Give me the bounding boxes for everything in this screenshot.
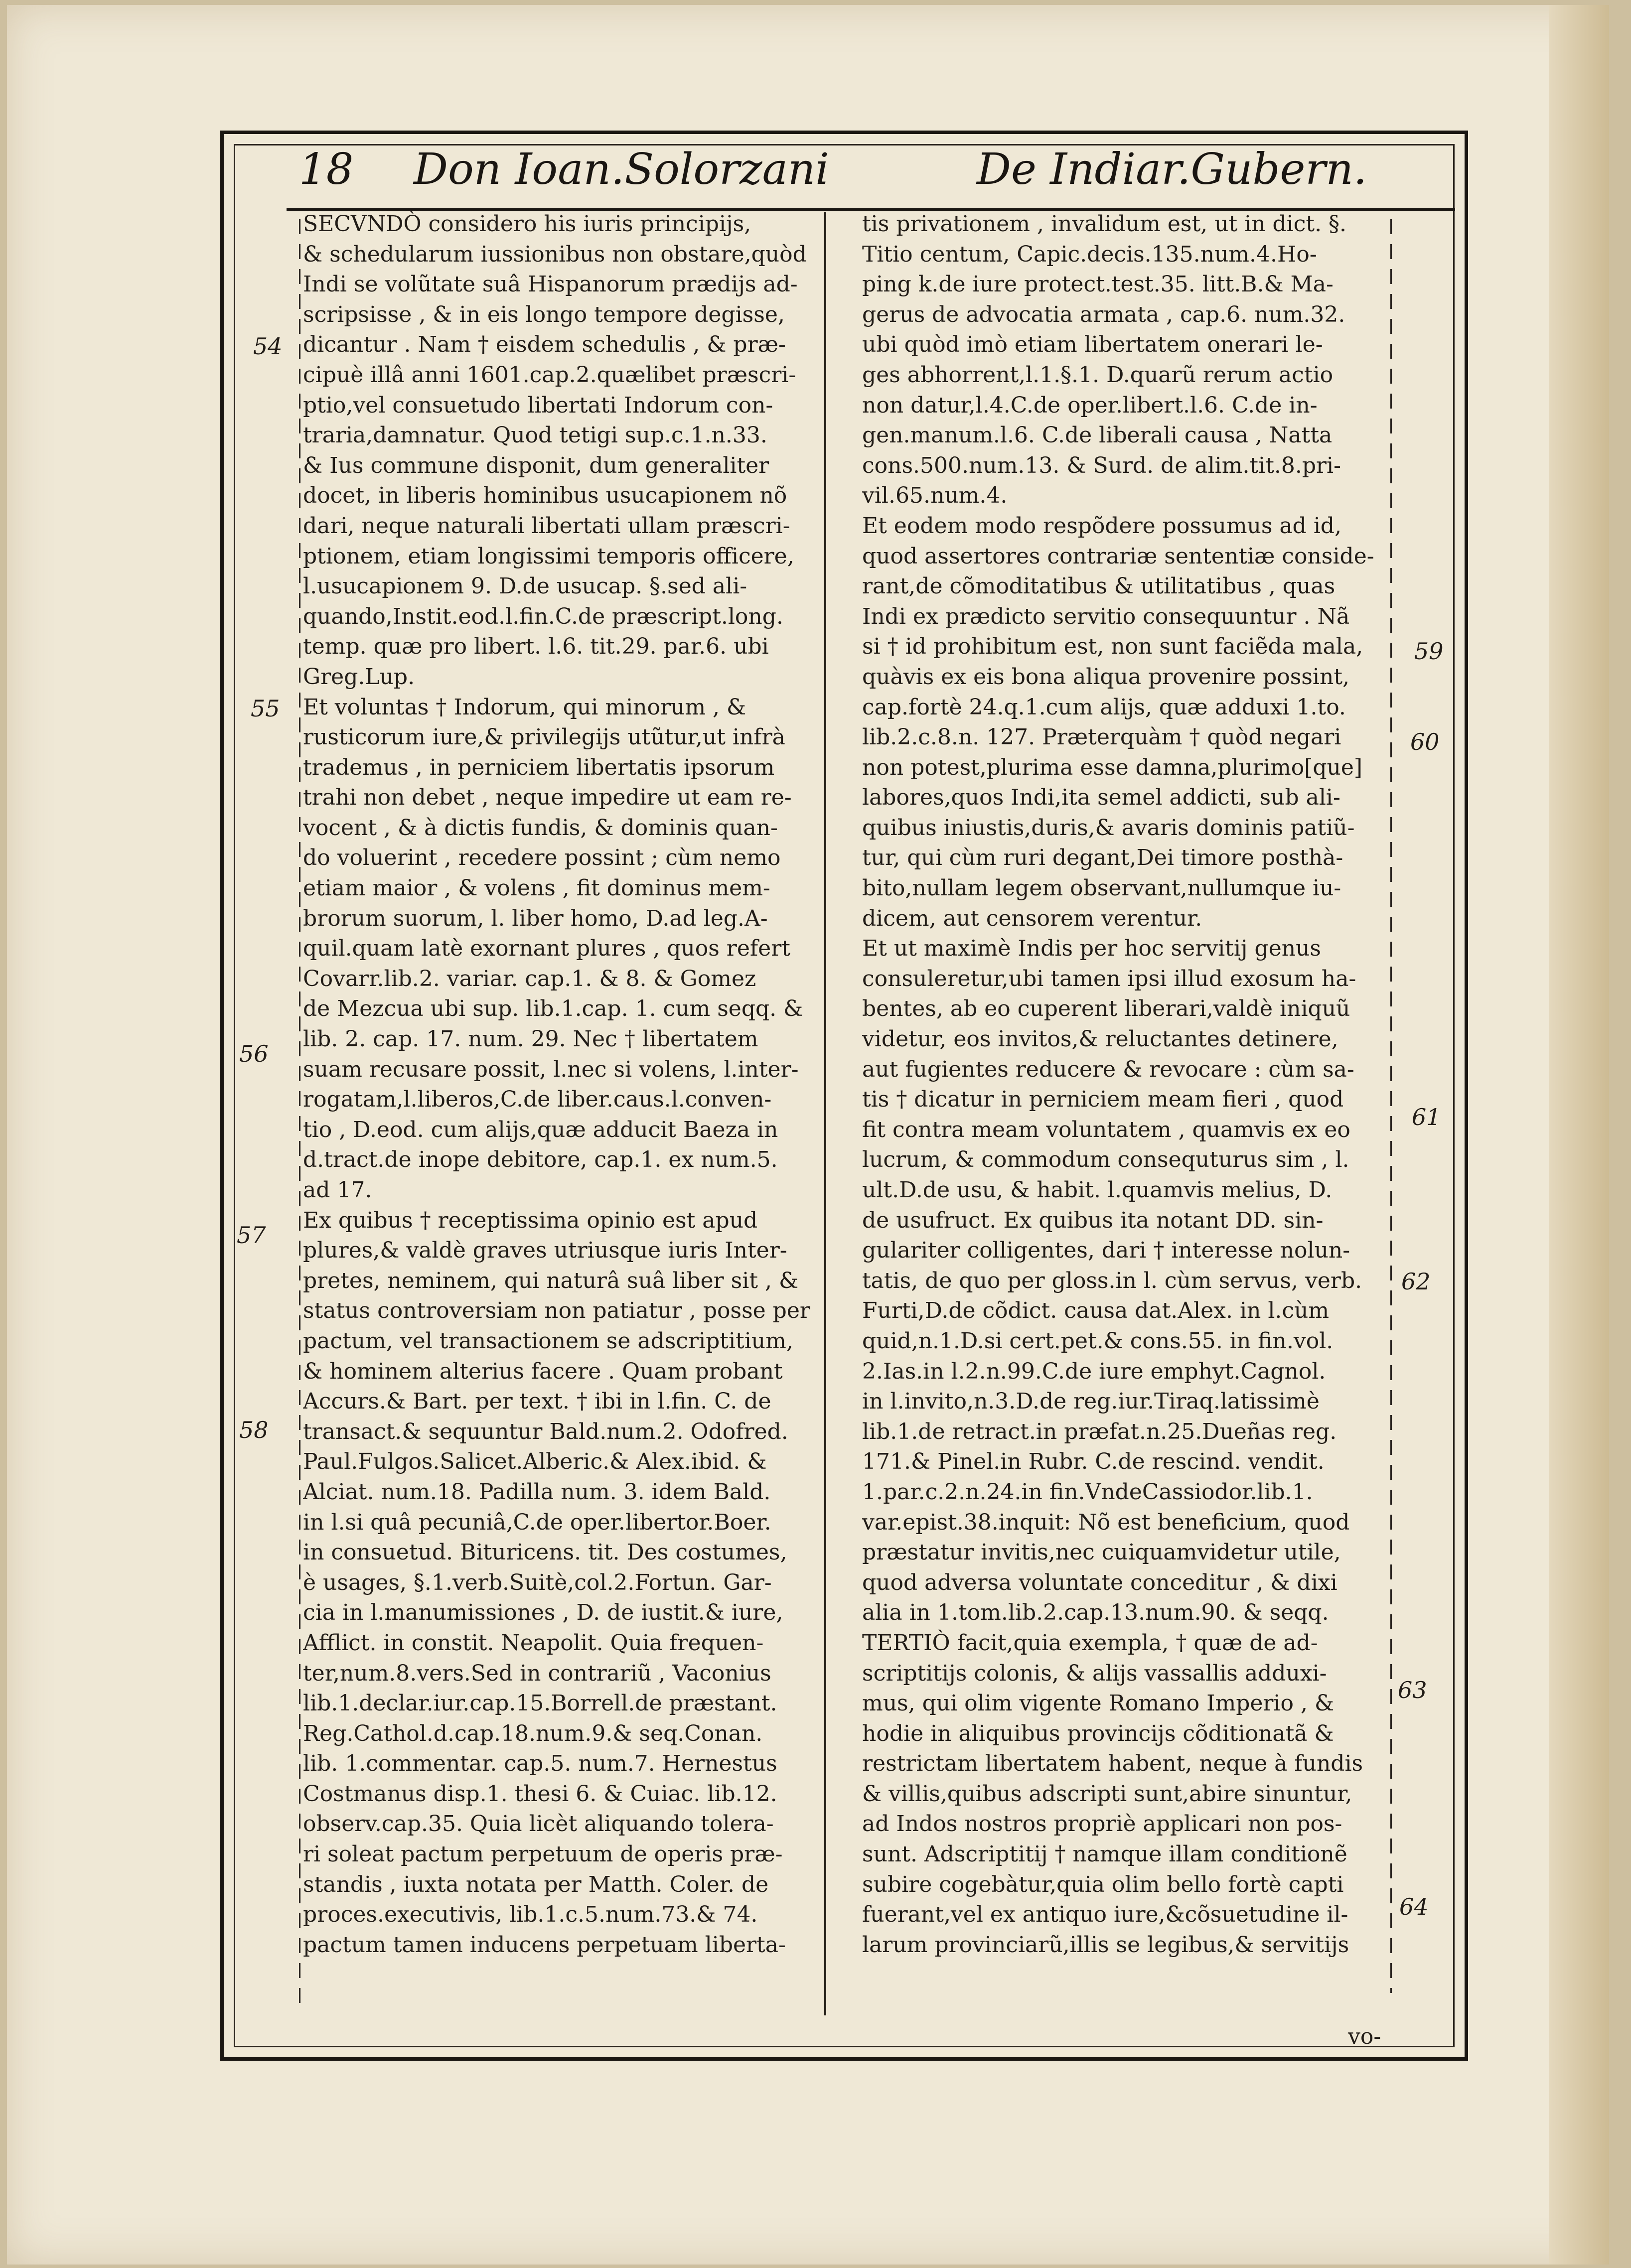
text-line: SECVNDÒ considero his iuris principijs,: [303, 211, 751, 237]
text-line: cipuè illâ anni 1601.cap.2.quælibet præscri-: [303, 362, 796, 388]
text-line: rusticorum iure,& privilegijs utũtur,ut infrà: [303, 724, 785, 750]
text-line: bito,nullam legem observant,nullumque iu-: [862, 875, 1341, 901]
text-line: non datur,l.4.C.de oper.libert.l.6. C.de in-: [862, 392, 1318, 418]
text-line: in consuetud. Bituricens. tit. Des costumes,: [303, 1540, 787, 1565]
text-line: 171.& Pinel.in Rubr. C.de rescind. vendit.: [862, 1449, 1325, 1475]
text-line: Costmanus disp.1. thesi 6. & Cuiac. lib.12.: [303, 1781, 777, 1807]
text-line: status controversiam non patiatur , posse per: [303, 1298, 810, 1324]
text-line: vil.65.num.4.: [862, 483, 1008, 509]
text-line: TERTIÒ facit,quia exempla, † quæ de ad-: [862, 1630, 1318, 1656]
text-line: Accurs.& Bart. per text. † ibi in l.fin. C. de: [303, 1389, 771, 1415]
text-line: cap.fortè 24.q.1.cum alijs, quæ adduxi 1.to.: [862, 694, 1346, 720]
margin-number-62: 62: [1401, 1268, 1431, 1295]
text-line: larum provinciarũ,illis se legibus,& servitijs: [862, 1932, 1349, 1958]
text-line: rant,de cõmoditatibus & utilitatibus , quas: [862, 573, 1335, 599]
margin-number-57: 57: [237, 1222, 266, 1249]
text-line: mus, qui olim vigente Romano Imperio , &: [862, 1691, 1334, 1716]
text-line: & villis,quibus adscripti sunt,abire sinuntur,: [862, 1781, 1352, 1807]
text-line: consuleretur,ubi tamen ipsi illud exosum ha-: [862, 966, 1356, 992]
text-line: si † id prohibitum est, non sunt faciẽda mala,: [862, 634, 1363, 660]
margin-number-58: 58: [239, 1417, 269, 1443]
text-line: Et eodem modo respõdere possumus ad id,: [862, 513, 1342, 539]
text-line: Alciat. num.18. Padilla num. 3. idem Bald.: [303, 1479, 771, 1505]
text-line: lucrum, & commodum consequturus sim , l.: [862, 1147, 1349, 1173]
text-line: ptionem, etiam longissimi temporis officere,: [303, 543, 794, 569]
text-line: lib. 1.commentar. cap.5. num.7. Hernestus: [303, 1751, 777, 1777]
text-line: lib.2.c.8.n. 127. Præterquàm † quòd negari: [862, 724, 1341, 750]
text-line: etiam maior , & volens , fit dominus mem-: [303, 875, 770, 901]
text-line: tis privationem , invalidum est, ut in dict. §.: [862, 211, 1347, 237]
margin-number-64: 64: [1399, 1893, 1429, 1920]
text-line: lib. 2. cap. 17. num. 29. Nec † libertatem: [303, 1026, 758, 1052]
text-line: traria,damnatur. Quod tetigi sup.c.1.n.33.: [303, 423, 767, 448]
text-line: trahi non debet , neque impedire ut eam re-: [303, 785, 792, 811]
text-line: temp. quæ pro libert. l.6. tit.29. par.6. ubi: [303, 634, 769, 660]
text-line: cons.500.num.13. & Surd. de alim.tit.8.pri-: [862, 452, 1341, 478]
margin-number-63: 63: [1398, 1677, 1427, 1703]
text-line: quibus iniustis,duris,& avaris dominis patiũ-: [862, 815, 1355, 841]
text-line: quod assertores contrariæ sententiæ conside-: [862, 543, 1374, 569]
left-column-margin-line: [299, 219, 300, 2003]
text-line: Indi ex prædicto servitio consequuntur . Nã: [862, 603, 1350, 629]
text-line: rogatam,l.liberos,C.de liber.caus.l.conven-: [303, 1087, 772, 1113]
text-line: labores,quos Indi,ita semel addicti, sub ali-: [862, 785, 1340, 811]
text-line: restrictam libertatem habent, neque à fundis: [862, 1751, 1363, 1777]
text-line: tio , D.eod. cum alijs,quæ adducit Baeza in: [303, 1117, 778, 1142]
text-line: quil.quam latè exornant plures , quos refert: [303, 936, 790, 962]
text-line: fit contra meam voluntatem , quamvis ex eo: [862, 1117, 1350, 1142]
catchword: vo-: [1348, 2024, 1381, 2049]
text-line: videtur, eos invitos,& reluctantes detinere,: [862, 1026, 1338, 1052]
text-line: Afflict. in constit. Neapolit. Quia frequen-: [303, 1630, 764, 1656]
text-line: hodie in aliquibus provincijs cõditionatã &: [862, 1720, 1334, 1746]
text-line: ad Indos nostros propriè applicari non pos-: [862, 1811, 1342, 1837]
text-line: Furti,D.de cõdict. causa dat.Alex. in l.cùm: [862, 1298, 1330, 1324]
margin-number-60: 60: [1410, 728, 1440, 755]
text-line: ri soleat pactum perpetuum de operis præ-: [303, 1842, 783, 1867]
text-line: quod adversa voluntate conceditur , & dixi: [862, 1569, 1337, 1595]
text-line: tatis, de quo per gloss.in l. cùm servus, verb.: [862, 1268, 1362, 1293]
text-line: quando,Instit.eod.l.fin.C.de præscript.long.: [303, 603, 783, 629]
text-line: ad 17.: [303, 1177, 372, 1203]
text-line: 1.par.c.2.n.24.in fin.VndeCassiodor.lib.1.: [862, 1479, 1313, 1505]
text-line: trademus , in perniciem libertatis ipsorum: [303, 754, 775, 780]
text-line: de Mezcua ubi sup. lib.1.cap. 1. cum seqq. &: [303, 996, 803, 1022]
running-head-title: De Indiar.Gubern.: [977, 144, 1367, 194]
text-line: quid,n.1.D.si cert.pet.& cons.55. in fin.vol.: [862, 1328, 1334, 1354]
text-line: proces.executivis, lib.1.c.5.num.73.& 74.: [303, 1902, 758, 1928]
text-line: ult.D.de usu, & habit. l.quamvis melius, D.: [862, 1177, 1333, 1203]
text-line: var.epist.38.inquit: Nõ est beneficium, quod: [862, 1509, 1350, 1535]
text-line: in l.si quâ pecuniâ,C.de oper.libertor.Boer.: [303, 1509, 771, 1535]
text-line: brorum suorum, l. liber homo, D.ad leg.A-: [303, 905, 768, 931]
running-head-author: Don Ioan.Solorzani: [414, 144, 829, 194]
text-line: Indi se volũtate suâ Hispanorum prædijs ad-: [303, 272, 798, 297]
text-line: & Ius commune disponit, dum generaliter: [303, 452, 769, 478]
text-line: ges abhorrent,l.1.§.1. D.quarũ rerum actio: [862, 362, 1334, 388]
left-text-column: [303, 209, 821, 1960]
text-line: tur, qui cùm ruri degant,Dei timore posthà-: [862, 845, 1343, 871]
text-line: ter,num.8.vers.Sed in contrariũ , Vaconius: [303, 1660, 771, 1686]
text-line: Et ut maximè Indis per hoc servitij genus: [862, 936, 1322, 962]
text-line: præstatur invitis,nec cuiquamvidetur utile,: [862, 1540, 1341, 1565]
text-line: gen.manum.l.6. C.de liberali causa , Natta: [862, 423, 1333, 448]
text-line: Et voluntas † Indorum, qui minorum , &: [303, 694, 746, 720]
text-line: & hominem alterius facere . Quam probant: [303, 1358, 783, 1384]
margin-number-56: 56: [239, 1040, 269, 1067]
text-line: quàvis ex eis bona aliqua provenire possint,: [862, 664, 1350, 690]
text-line: Paul.Fulgos.Salicet.Alberic.& Alex.ibid. &: [303, 1449, 767, 1475]
text-line: dicem, aut censorem verentur.: [862, 905, 1202, 931]
text-line: non potest,plurima esse damna,plurimo[que]: [862, 754, 1363, 780]
right-column-margin-line: [1390, 219, 1392, 1993]
text-line: Greg.Lup.: [303, 664, 415, 690]
right-text-column: [862, 209, 1385, 1960]
margin-number-54: 54: [253, 333, 283, 360]
text-line: transact.& sequuntur Bald.num.2. Odofred.: [303, 1418, 788, 1444]
margin-number-55: 55: [251, 695, 280, 722]
text-line: & schedularum iussionibus non obstare,quòd: [303, 241, 807, 267]
text-line: standis , iuxta notata per Matth. Coler. de: [303, 1871, 769, 1897]
page-number: 18: [299, 144, 354, 194]
text-line: fuerant,vel ex antiquo iure,&cõsuetudine il-: [862, 1902, 1348, 1928]
text-line: scriptitijs colonis, & alijs vassallis adduxi-: [862, 1660, 1327, 1686]
text-line: in l.invito,n.3.D.de reg.iur.Tiraq.latissimè: [862, 1389, 1320, 1415]
text-line: scripsisse , & in eis longo tempore degisse,: [303, 301, 785, 327]
text-line: aut fugientes reducere & revocare : cùm sa-: [862, 1056, 1354, 1082]
text-line: ping k.de iure protect.test.35. litt.B.& Ma-: [862, 272, 1334, 297]
text-line: ptio,vel consuetudo libertati Indorum con-: [303, 392, 773, 418]
text-line: do voluerint , recedere possint ; cùm nemo: [303, 845, 781, 871]
text-line: cia in l.manumissiones , D. de iustit.& iure,: [303, 1600, 783, 1626]
text-line: alia in 1.tom.lib.2.cap.13.num.90. & seqq.: [862, 1600, 1329, 1626]
text-line: dari, neque naturali libertati ullam præscri-: [303, 513, 790, 539]
text-line: gulariter colligentes, dari † interesse nolun-: [862, 1238, 1350, 1264]
text-line: Ex quibus † receptissima opinio est apud: [303, 1207, 758, 1233]
text-line: pretes, neminem, qui naturâ suâ liber sit , &: [303, 1268, 799, 1293]
text-line: plures,& valdè graves utriusque iuris Inter-: [303, 1238, 787, 1264]
margin-number-59: 59: [1414, 638, 1444, 665]
margin-number-61: 61: [1412, 1104, 1441, 1131]
text-line: Titio centum, Capic.decis.135.num.4.Ho-: [862, 241, 1317, 267]
text-line: ubi quòd imò etiam libertatem onerari le-: [862, 332, 1323, 358]
text-line: gerus de advocatia armata , cap.6. num.32.: [862, 301, 1345, 327]
text-line: Covarr.lib.2. variar. cap.1. & 8. & Gomez: [303, 966, 756, 992]
text-line: l.usucapionem 9. D.de usucap. §.sed ali-: [303, 573, 747, 599]
text-line: è usages, §.1.verb.Suitè,col.2.Fortun. Gar-: [303, 1569, 772, 1595]
text-line: d.tract.de inope debitore, cap.1. ex num.5.: [303, 1147, 778, 1173]
text-line: pactum, vel transactionem se adscriptitium,: [303, 1328, 793, 1354]
text-line: bentes, ab eo cuperent liberari,valdè iniquũ: [862, 996, 1350, 1022]
text-line: observ.cap.35. Quia licèt aliquando tolera-: [303, 1811, 774, 1837]
text-line: de usufruct. Ex quibus ita notant DD. sin-: [862, 1207, 1324, 1233]
text-line: dicantur . Nam † eisdem schedulis , & præ-: [303, 332, 786, 358]
text-line: vocent , & à dictis fundis, & dominis quan-: [303, 815, 778, 841]
text-line: tis † dicatur in perniciem meam fieri , quod: [862, 1087, 1344, 1113]
text-line: subire cogebàtur,quia olim bello fortè capti: [862, 1871, 1344, 1897]
page-edge-shadow: [1549, 5, 1609, 2265]
text-line: suam recusare possit, l.nec si volens, l.inter-: [303, 1056, 799, 1082]
text-line: lib.1.de retract.in præfat.n.25.Dueñas reg.: [862, 1418, 1337, 1444]
text-line: 2.Ias.in l.2.n.99.C.de iure emphyt.Cagnol.: [862, 1358, 1326, 1384]
text-line: lib.1.declar.iur.cap.15.Borrell.de præstant.: [303, 1691, 777, 1716]
text-line: docet, in liberis hominibus usucapionem nõ: [303, 483, 787, 509]
text-line: Reg.Cathol.d.cap.18.num.9.& seq.Conan.: [303, 1720, 763, 1746]
column-divider: [824, 212, 826, 2015]
text-line: pactum tamen inducens perpetuam liberta-: [303, 1932, 786, 1958]
text-line: sunt. Adscriptitij † namque illam conditionẽ: [862, 1842, 1347, 1867]
